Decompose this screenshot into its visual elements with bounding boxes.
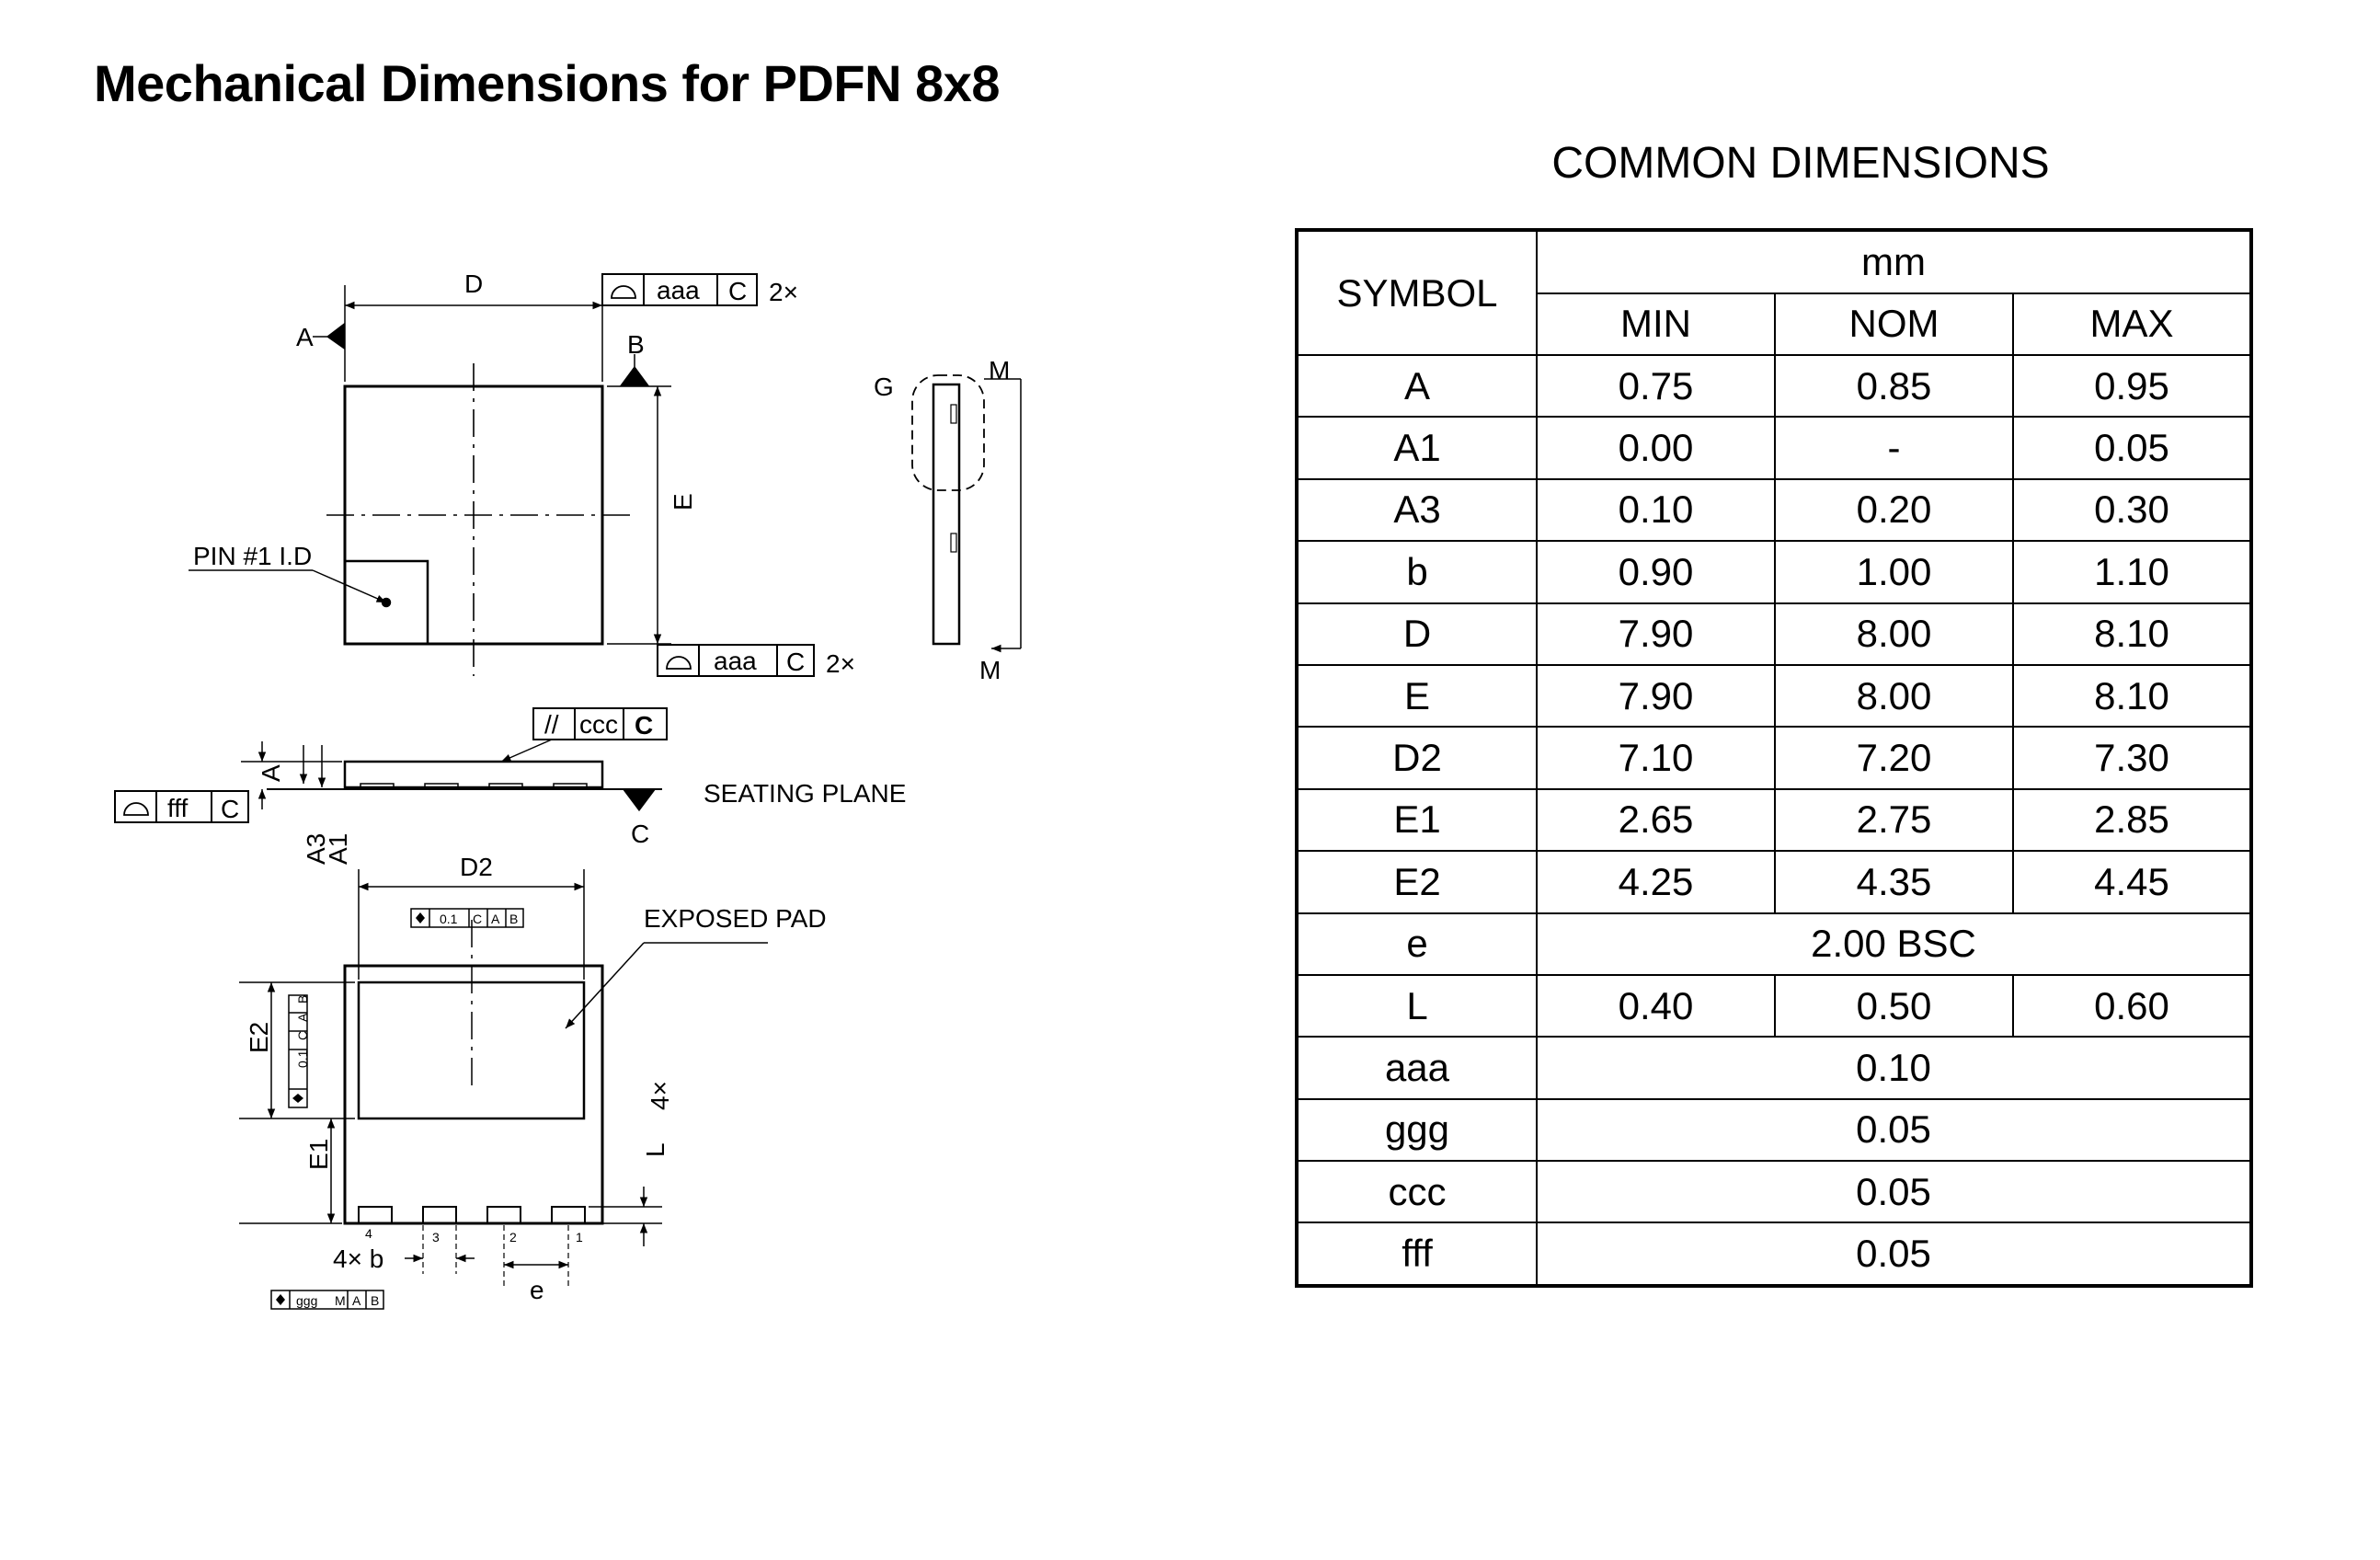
symbol-cell: A1: [1297, 417, 1537, 478]
fcf-top-datum: C: [728, 277, 748, 305]
pin-number-3: 3: [432, 1230, 440, 1245]
min-cell: 0.40: [1537, 975, 1775, 1037]
datum-c-triangle: [625, 791, 653, 809]
nom-cell: 7.20: [1775, 727, 2013, 788]
fcf-e2-datum1: C: [295, 1030, 310, 1040]
column-header-nom: NOM: [1775, 293, 2013, 356]
nom-cell: 0.20: [1775, 479, 2013, 541]
label-a3: A3: [302, 832, 330, 865]
seating-plane-label: SEATING PLANE: [704, 779, 907, 808]
min-cell: 0.90: [1537, 541, 1775, 602]
nom-cell: 0.50: [1775, 975, 2013, 1037]
nom-cell: 8.00: [1775, 603, 2013, 665]
min-cell: 0.10: [1537, 479, 1775, 541]
bottom-leads: [359, 1207, 585, 1223]
fcf-b-tol: ggg: [296, 1293, 318, 1308]
min-cell: 2.65: [1537, 789, 1775, 851]
profile-surface-icon: [667, 657, 691, 669]
column-header-min: MIN: [1537, 293, 1775, 356]
nom-cell: -: [1775, 417, 2013, 478]
nom-cell: 2.75: [1775, 789, 2013, 851]
symbol-cell: L: [1297, 975, 1537, 1037]
label-datum-c: C: [631, 820, 650, 848]
table-row: [1297, 665, 2251, 727]
table-row: [1297, 479, 2251, 541]
table-row: [1297, 975, 2251, 1037]
symbol-cell: E: [1297, 665, 1537, 727]
nom-cell: 0.85: [1775, 355, 2013, 417]
min-cell: 4.25: [1537, 851, 1775, 912]
table-row: [1297, 913, 2251, 975]
table-row: [1297, 603, 2251, 665]
fcf-d2-datum1: C: [473, 912, 483, 926]
symbol-cell: b: [1297, 541, 1537, 602]
pin-number-1: 1: [576, 1230, 583, 1245]
profile-surface-icon: [612, 286, 635, 298]
label-b: 4× b: [333, 1245, 384, 1273]
fcf-b-datum1: A: [352, 1293, 361, 1308]
symbol-cell: fff: [1297, 1222, 1537, 1285]
symbol-cell: aaa: [1297, 1037, 1537, 1098]
table-row: [1297, 1099, 2251, 1161]
fcf-d2-datum3: B: [509, 912, 519, 926]
label-l: L: [641, 1142, 669, 1157]
datum-a-triangle: [328, 325, 344, 348]
fcf-top-tol: aaa: [657, 276, 700, 304]
label-d: D: [464, 270, 484, 298]
max-cell: 8.10: [2013, 603, 2251, 665]
nom-cell: 8.00: [1775, 665, 2013, 727]
fcf-e2-datum3: B: [295, 994, 310, 1004]
label-e: E: [669, 493, 697, 510]
fcf-b-mod: M: [335, 1293, 346, 1308]
table-row: [1297, 355, 2251, 417]
symbol-cell: A3: [1297, 479, 1537, 541]
label-m-bottom: M: [979, 656, 1001, 684]
symbol-cell: D2: [1297, 727, 1537, 788]
table-row: [1297, 417, 2251, 478]
value-span-cell: 2.00 BSC: [1537, 913, 2251, 975]
page-title: Mechanical Dimensions for PDFN 8x8: [94, 54, 1001, 112]
label-d2: D2: [460, 853, 493, 881]
value-span-cell: 0.05: [1537, 1099, 2251, 1161]
max-cell: 0.95: [2013, 355, 2251, 417]
nom-cell: 1.00: [1775, 541, 2013, 602]
table-row: [1297, 1222, 2251, 1285]
min-cell: 7.90: [1537, 603, 1775, 665]
exposed-pad-label: EXPOSED PAD: [644, 904, 827, 933]
label-a-side: A: [257, 764, 285, 782]
table-heading: COMMON DIMENSIONS: [1551, 139, 2050, 188]
min-cell: 0.75: [1537, 355, 1775, 417]
label-m-top: M: [989, 356, 1011, 384]
max-cell: 4.45: [2013, 851, 2251, 912]
bottom-view: [239, 869, 768, 1309]
top-view: [189, 274, 814, 676]
pin-number-4: 4: [365, 1226, 372, 1241]
symbol-cell: E2: [1297, 851, 1537, 912]
dimensions-table: [1295, 228, 2253, 1288]
label-e1: E1: [304, 1138, 333, 1170]
max-cell: 8.10: [2013, 665, 2251, 727]
min-cell: 7.90: [1537, 665, 1775, 727]
fcf-top-count: 2×: [769, 278, 798, 306]
exposed-pad-leader: [566, 943, 644, 1028]
value-span-cell: 0.10: [1537, 1037, 2251, 1098]
fcf-d2-tol: 0.1: [440, 912, 458, 926]
pin-number-2: 2: [509, 1230, 517, 1245]
end-view: [912, 375, 1021, 648]
column-header-max: MAX: [2013, 293, 2251, 356]
max-cell: 1.10: [2013, 541, 2251, 602]
fcf-bottom-tol: aaa: [714, 647, 757, 675]
table-row: [1297, 1037, 2251, 1098]
max-cell: 0.30: [2013, 479, 2251, 541]
symbol-cell: ggg: [1297, 1099, 1537, 1161]
fcf-b-datum2: B: [371, 1293, 380, 1308]
table-row: [1297, 789, 2251, 851]
min-cell: 7.10: [1537, 727, 1775, 788]
table-row: [1297, 851, 2251, 912]
fcf-e2-tol: 0.1: [295, 1050, 310, 1068]
unit-header: mm: [1537, 230, 2251, 293]
datum-b-triangle: [622, 368, 647, 385]
fcf-b-frame: [271, 1290, 383, 1309]
pin1-label: PIN #1 I.D: [193, 542, 313, 570]
profile-surface-icon: [124, 803, 148, 815]
value-span-cell: 0.05: [1537, 1161, 2251, 1222]
table-row: [1297, 1161, 2251, 1222]
fcf-d2-frame: [411, 909, 523, 927]
symbol-header: SYMBOL: [1297, 230, 1537, 355]
max-cell: 0.60: [2013, 975, 2251, 1037]
symbol-cell: E1: [1297, 789, 1537, 851]
max-cell: 2.85: [2013, 789, 2251, 851]
label-g: G: [874, 373, 894, 401]
value-span-cell: 0.05: [1537, 1222, 2251, 1285]
table-header-row: [1297, 230, 2251, 293]
fcf-bottom-datum: C: [786, 648, 806, 676]
symbol-cell: D: [1297, 603, 1537, 665]
label-pitch-e: e: [530, 1276, 544, 1304]
top-view-labels: [193, 270, 855, 678]
fcf-bottom-count: 2×: [826, 649, 855, 678]
fcf-parallel-symbol: //: [544, 710, 559, 739]
label-datum-b: B: [627, 330, 645, 359]
fcf-parallel-tol: ccc: [579, 710, 618, 739]
label-e2: E2: [245, 1021, 273, 1053]
label-datum-a: A: [296, 323, 314, 351]
table-row: [1297, 541, 2251, 602]
max-cell: 0.05: [2013, 417, 2251, 478]
nom-cell: 4.35: [1775, 851, 2013, 912]
table-row: [1297, 727, 2251, 788]
min-cell: 0.00: [1537, 417, 1775, 478]
fcf-d2-datum2: A: [491, 912, 500, 926]
label-l-count: 4×: [646, 1081, 674, 1110]
max-cell: 7.30: [2013, 727, 2251, 788]
detail-g-circle: [912, 375, 984, 490]
symbol-cell: ccc: [1297, 1161, 1537, 1222]
fcf-flatness-datum: C: [221, 795, 240, 823]
fcf-parallel-datum: C: [635, 711, 654, 740]
symbol-cell: A: [1297, 355, 1537, 417]
label-a1: A1: [324, 832, 352, 865]
fcf-flatness-tol: fff: [167, 794, 189, 822]
symbol-cell: e: [1297, 913, 1537, 975]
package-outline-bottom: [345, 966, 602, 1223]
fcf-e2-datum2: A: [295, 1013, 310, 1022]
